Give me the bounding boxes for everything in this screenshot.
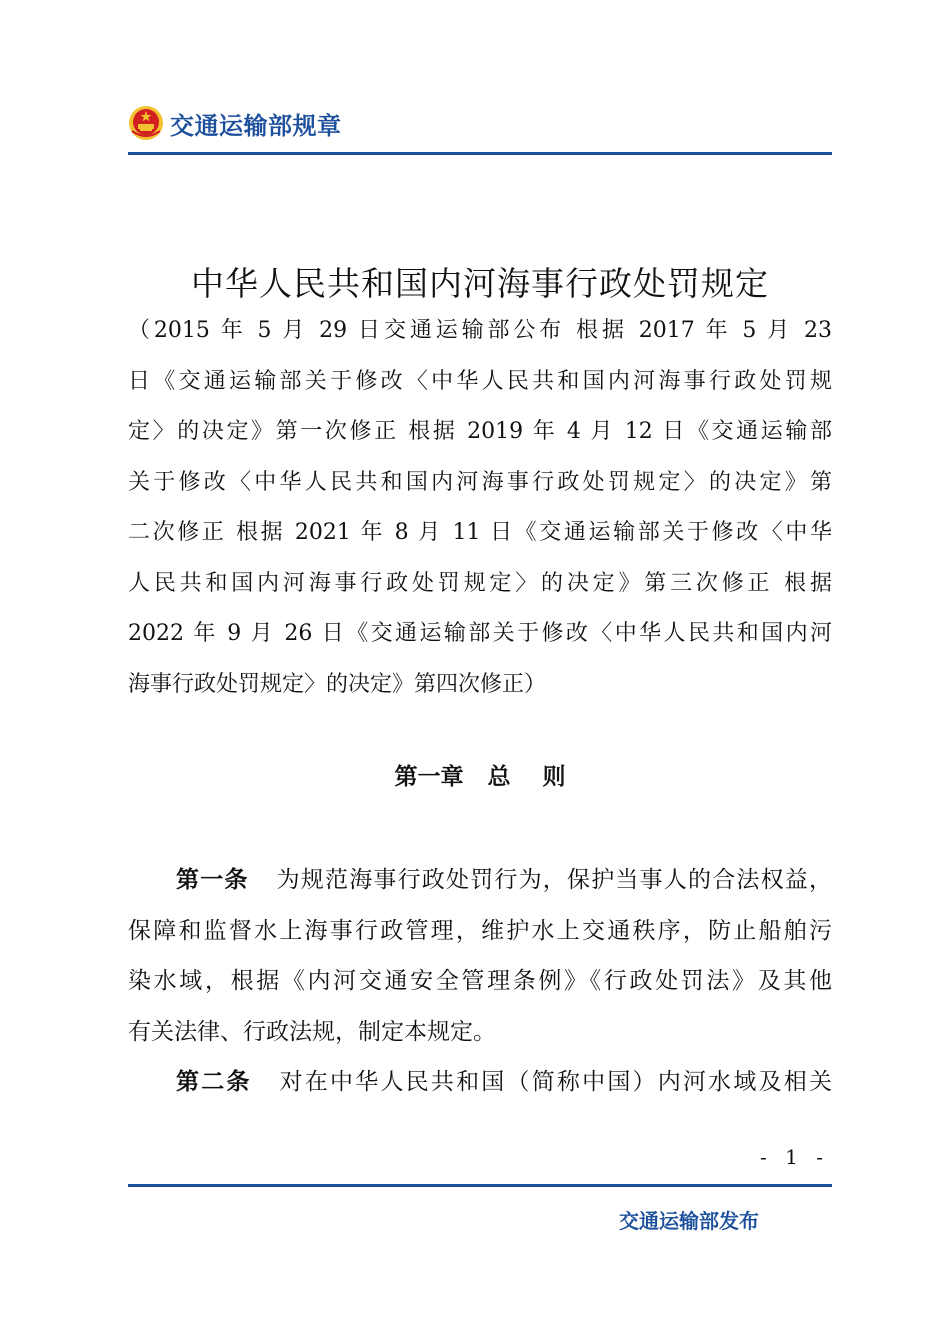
footer-publisher: 交通运输部发布 xyxy=(619,1209,759,1233)
chapter-title: 第一章 总 则 xyxy=(394,764,566,790)
amendment-line: （2015 年 5 月 29 日交通运输部公布 根据 2017 年 5 月 23 xyxy=(128,318,832,343)
page-number: - 1 - xyxy=(760,1145,829,1169)
amendment-line: 人民共和国内河海事行政处罚规定〉的决定》第三次修正 根据 xyxy=(128,570,832,596)
article-line: 保障和监督水上海事行政管理，维护水上交通秩序，防止船舶污 xyxy=(128,917,832,944)
article-line: 有关法律、行政法规，制定本规定。 xyxy=(128,1018,496,1045)
amendment-history xyxy=(128,306,832,710)
amendment-line: 定〉的决定》第一次修正 根据 2019 年 4 月 12 日《交通运输部 xyxy=(128,419,832,444)
header-divider xyxy=(128,152,832,155)
amendment-line: 关于修改〈中华人民共和国内河海事行政处罚规定〉的决定》第 xyxy=(128,469,832,495)
page-header xyxy=(128,98,342,148)
amendment-line: 日《交通运输部关于修改〈中华人民共和国内河海事行政处罚规 xyxy=(128,368,832,394)
article-label: 第二条 xyxy=(176,1069,252,1095)
article-text: 为规范海事行政处罚行为，保护当事人的合法权益， xyxy=(276,867,833,893)
national-emblem-icon xyxy=(128,105,164,141)
chapter-heading xyxy=(128,758,832,791)
article-line xyxy=(128,1057,832,1108)
article-text: 对在中华人民共和国（简称中国）内河水域及相关 xyxy=(279,1069,832,1095)
amendment-line: 海事行政处罚规定〉的决定》第四次修正） xyxy=(128,671,547,697)
article-label: 第一条 xyxy=(176,867,249,893)
document-title: 中华人民共和国内河海事行政处罚规定 xyxy=(191,264,769,303)
document-body xyxy=(128,855,832,1108)
amendment-line: 2022 年 9 月 26 日《交通运输部关于修改〈中华人民共和国内河 xyxy=(128,621,832,646)
footer-divider xyxy=(128,1184,832,1187)
article-line xyxy=(128,855,832,906)
header-title: 交通运输部规章 xyxy=(170,111,342,140)
amendment-line: 二次修正 根据 2021 年 8 月 11 日《交通运输部关于修改〈中华 xyxy=(128,520,832,545)
article-line: 染水域，根据《内河交通安全管理条例》《行政处罚法》及其他 xyxy=(128,968,832,994)
